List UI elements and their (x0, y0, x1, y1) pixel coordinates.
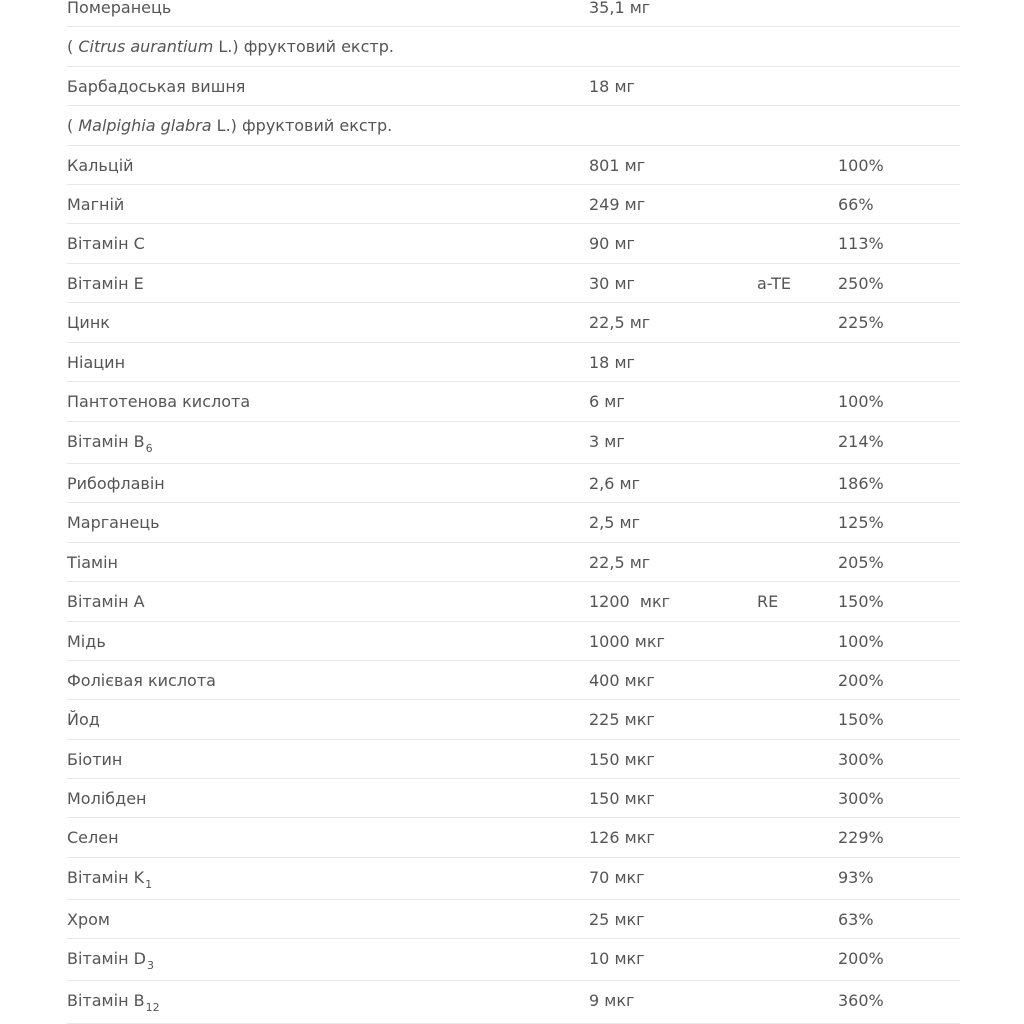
daily-value: 100% (838, 156, 884, 175)
daily-value: 100% (838, 392, 884, 411)
table-row (67, 224, 960, 264)
subscript: 6 (145, 442, 153, 455)
ingredient-name (67, 355, 125, 371)
amount-value: 225 мкг (589, 710, 655, 729)
ingredient-name (67, 634, 106, 650)
ingredient-label: Померанець (67, 0, 172, 17)
amount-value: 35,1 мг (589, 0, 651, 17)
ingredient-name (67, 868, 153, 891)
ingredient-label: Пантотенова кислота (67, 392, 251, 411)
daily-value: 300% (838, 789, 884, 808)
table-row (67, 818, 960, 858)
table-row (67, 27, 960, 67)
ingredient-label: Кальцій (67, 156, 134, 175)
amount-value: 22,5 мг (589, 313, 651, 332)
table-row (67, 661, 960, 700)
ingredient-label: Вітамін B (67, 991, 145, 1010)
table-row (67, 779, 960, 818)
amount-value: 150 мкг (589, 750, 655, 769)
amount-value: 126 мкг (589, 828, 655, 847)
ingredient-label: Марганець (67, 513, 160, 532)
amount-value: 249 мг (589, 195, 646, 214)
daily-value: 250% (838, 274, 884, 293)
ingredient-name (67, 476, 165, 492)
amount-value: 22,5 мг (589, 553, 651, 572)
ingredient-name (67, 673, 216, 689)
table-row (67, 106, 960, 146)
table-row (67, 185, 960, 224)
amount-value: 400 мкг (589, 671, 655, 690)
daily-value: 360% (838, 991, 884, 1010)
ingredient-name (67, 315, 110, 331)
table-row (67, 303, 960, 343)
ingredient-label: Біотин (67, 750, 123, 769)
ingredient-label: Рибофлавін (67, 474, 165, 493)
table-row (67, 543, 960, 582)
daily-value: 229% (838, 828, 884, 847)
daily-value: 300% (838, 750, 884, 769)
table-row (67, 740, 960, 779)
amount-value: 10 мкг (589, 949, 645, 968)
ingredient-label: Фолієвая кислота (67, 671, 216, 690)
ingredient-label: Вітамін D (67, 949, 146, 968)
daily-value: 200% (838, 949, 884, 968)
amount-value: 90 мг (589, 234, 635, 253)
amount-value: 18 мг (589, 353, 635, 372)
table-row (67, 264, 960, 303)
ingredient-name (67, 752, 122, 768)
table-row (67, 981, 960, 1024)
ingredient-name (67, 236, 145, 252)
amount-value: 18 мг (589, 77, 635, 96)
table-row (67, 422, 960, 464)
ingredient-label: Вітамін K (67, 868, 145, 887)
ingredient-name (67, 555, 118, 571)
table-row (67, 0, 960, 27)
ingredient-name (67, 712, 100, 728)
subscript: 12 (145, 1001, 160, 1014)
daily-value: 214% (838, 432, 884, 451)
ingredient-name (67, 432, 153, 455)
ingredient-label: Тіамін (67, 553, 118, 572)
table-row (67, 622, 960, 661)
ingredient-label: Вітамін А (67, 592, 145, 611)
amount-value: 9 мкг (589, 991, 635, 1010)
unit-label: a-TE (757, 274, 791, 293)
extract-note: L.) фруктовий екстр. (211, 116, 393, 135)
ingredient-name (67, 197, 124, 213)
table-row (67, 582, 960, 622)
table-row (67, 67, 960, 106)
amount-value: 3 мг (589, 432, 625, 451)
amount-value: 2,5 мг (589, 513, 641, 532)
latin-name: Malpighia glabra (78, 116, 212, 135)
table-row (67, 900, 960, 939)
ingredient-name (67, 158, 134, 174)
amount-value: 801 мг (589, 156, 646, 175)
latin-open: ( (67, 116, 79, 135)
ingredient-label: Мідь (67, 632, 106, 651)
ingredient-name (67, 594, 145, 610)
amount-value: 6 мг (589, 392, 625, 411)
ingredient-label: Йод (67, 710, 100, 729)
ingredient-label: Вітамін E (67, 274, 144, 293)
ingredient-name (67, 118, 392, 134)
daily-value: 200% (838, 671, 884, 690)
daily-value: 100% (838, 632, 884, 651)
amount-value: 150 мкг (589, 789, 655, 808)
amount-value: 30 мг (589, 274, 635, 293)
table-row (67, 343, 960, 382)
ingredient-name (67, 394, 250, 410)
ingredient-label: Вітамін B (67, 432, 145, 451)
ingredient-label: Вітамін С (67, 234, 145, 253)
table-row (67, 858, 960, 900)
daily-value: 186% (838, 474, 884, 493)
amount-value: 1200 мкг (589, 592, 671, 611)
amount-value: 2,6 мг (589, 474, 641, 493)
ingredient-label: Хром (67, 910, 110, 929)
ingredient-name (67, 79, 245, 95)
unit-label: RE (757, 592, 779, 611)
table-row (67, 382, 960, 422)
ingredient-name (67, 515, 160, 531)
daily-value: 125% (838, 513, 884, 532)
latin-open: ( (67, 37, 79, 56)
table-row (67, 464, 960, 503)
ingredient-name (67, 830, 119, 846)
ingredient-name (67, 276, 144, 292)
subscript: 1 (145, 878, 153, 891)
amount-value: 70 мкг (589, 868, 645, 887)
ingredient-name (67, 912, 110, 928)
latin-name: Citrus aurantium (78, 37, 214, 56)
ingredient-name (67, 991, 160, 1014)
table-row (67, 700, 960, 740)
ingredient-name (67, 949, 154, 972)
ingredient-label: Ніацин (67, 353, 126, 372)
table-row (67, 939, 960, 981)
daily-value: 150% (838, 592, 884, 611)
table-row (67, 503, 960, 543)
ingredient-label: Магній (67, 195, 125, 214)
ingredient-label: Селен (67, 828, 119, 847)
ingredient-label: Барбадоськая вишня (67, 77, 246, 96)
ingredient-name (67, 791, 147, 807)
extract-note: L.) фруктовий екстр. (213, 37, 394, 56)
amount-value: 1000 мкг (589, 632, 665, 651)
daily-value: 66% (838, 195, 874, 214)
amount-value: 25 мкг (589, 910, 645, 929)
daily-value: 225% (838, 313, 884, 332)
daily-value: 113% (838, 234, 884, 253)
ingredient-label: Цинк (67, 313, 110, 332)
daily-value: 205% (838, 553, 884, 572)
table-row (67, 146, 960, 185)
daily-value: 63% (838, 910, 874, 929)
daily-value: 150% (838, 710, 884, 729)
ingredient-label: Молібден (67, 789, 147, 808)
subscript: 3 (146, 959, 154, 972)
ingredient-name (67, 0, 171, 16)
ingredient-name (67, 39, 394, 55)
daily-value: 93% (838, 868, 874, 887)
